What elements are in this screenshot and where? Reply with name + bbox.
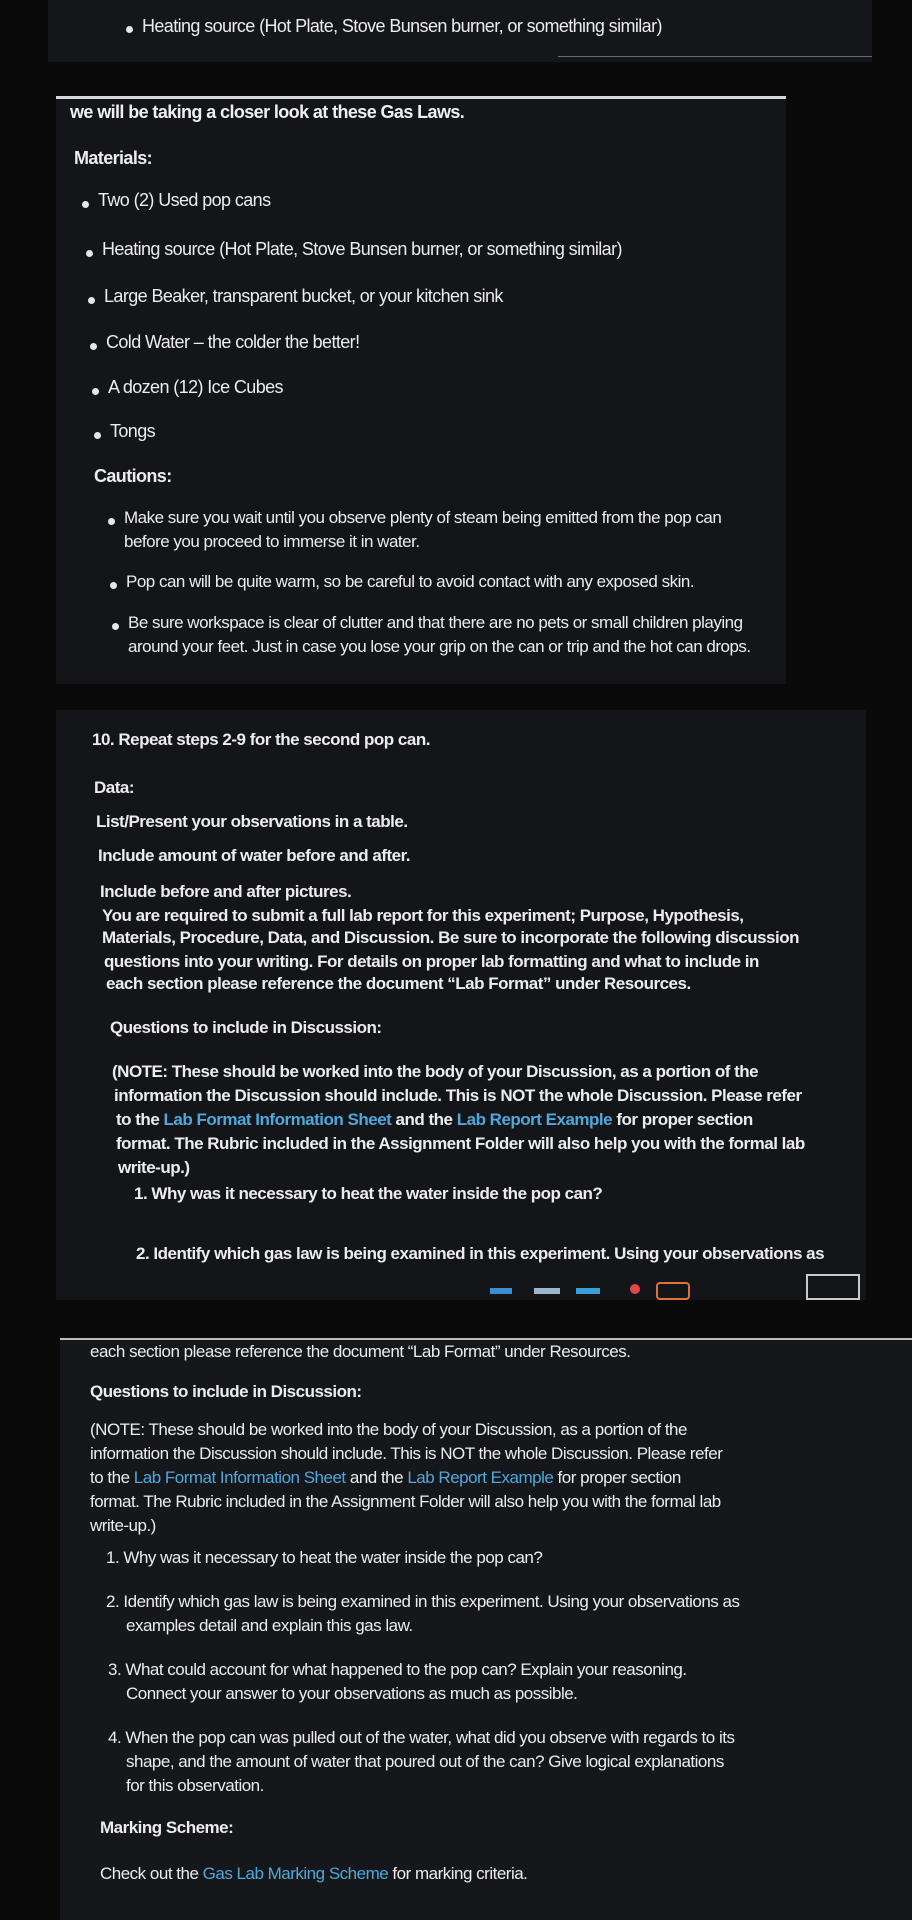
- material-item: Large Beaker, transparent bucket, or your kitchen sink: [104, 286, 503, 306]
- bullet-icon: [94, 432, 101, 439]
- note-text: to the: [116, 1110, 160, 1129]
- report-line: questions into your writing. For details on proper lab formatting and what to include in: [104, 952, 759, 971]
- divider: [558, 56, 872, 57]
- material-item: Heating source (Hot Plate, Stove Bunsen burner, or something similar): [102, 239, 622, 259]
- lab-format-link[interactable]: Lab Format Information Sheet: [163, 1110, 392, 1129]
- questions-heading: Questions to include in Discussion:: [90, 1382, 362, 1401]
- question-2: examples detail and explain this gas law.: [126, 1616, 413, 1635]
- step-10: 10. Repeat steps 2-9 for the second pop can.: [92, 730, 430, 749]
- question-4: for this observation.: [126, 1776, 264, 1795]
- note-text: and the: [395, 1110, 453, 1129]
- bullet-icon: [92, 388, 99, 395]
- caution-item: Pop can will be quite warm, so be careful to avoid contact with any exposed skin.: [126, 572, 695, 591]
- question-2: 2. Identify which gas law is being examined in this experiment. Using your observations as: [136, 1244, 825, 1263]
- report-line: You are required to submit a full lab report for this experiment; Purpose, Hypothesis,: [102, 906, 744, 925]
- data-line: Include amount of water before and after.: [98, 846, 410, 865]
- bullet-icon: [112, 623, 119, 630]
- bullet-icon: [108, 518, 115, 525]
- note-line: information the Discussion should include. This is NOT the whole Discussion. Please refer: [114, 1086, 802, 1105]
- caution-item: Make sure you wait until you observe plenty of steam being emitted from the pop can: [124, 508, 722, 527]
- question-1: 1. Why was it necessary to heat the water inside the pop can?: [134, 1184, 603, 1203]
- bullet-icon: [86, 250, 93, 257]
- heating-source-item: Heating source (Hot Plate, Stove Bunsen burner, or something similar): [142, 16, 662, 36]
- question-4: 4. When the pop can was pulled out of the water, what did you observe with regards to its: [108, 1728, 735, 1747]
- taskbar-fragment: [490, 1280, 860, 1300]
- materials-heading: Materials:: [74, 148, 153, 168]
- caution-item: before you proceed to immerse it in water.: [124, 532, 420, 551]
- bullet-icon: [126, 26, 133, 33]
- material-item: A dozen (12) Ice Cubes: [108, 377, 283, 397]
- question-1: 1. Why was it necessary to heat the water inside the pop can?: [106, 1548, 543, 1567]
- gas-lab-marking-scheme-link[interactable]: Gas Lab Marking Scheme: [202, 1864, 389, 1883]
- question-3: Connect your answer to your observations as much as possible.: [126, 1684, 578, 1703]
- note-text: to the: [90, 1468, 130, 1487]
- data-line: Include before and after pictures.: [100, 882, 352, 901]
- question-4: shape, and the amount of water that poured out of the can? Give logical explanations: [126, 1752, 724, 1771]
- taskbar-app-icon[interactable]: [656, 1282, 690, 1300]
- marking-line: [100, 1864, 527, 1884]
- questions-heading: Questions to include in Discussion:: [110, 1018, 382, 1037]
- data-panel: [56, 710, 866, 1300]
- materials-panel: [56, 96, 786, 684]
- bullet-icon: [90, 343, 97, 350]
- note-line: [90, 1468, 681, 1488]
- taskbar-item[interactable]: [490, 1288, 512, 1294]
- taskbar-item[interactable]: [534, 1288, 560, 1294]
- each-section-text: each section please reference the document “Lab Format” under Resources.: [90, 1342, 631, 1361]
- caution-item: around your feet. Just in case you lose your grip on the can or trip and the hot can drops.: [128, 637, 751, 656]
- note-text: and the: [349, 1468, 404, 1487]
- question-2: 2. Identify which gas law is being examined in this experiment. Using your observations as: [106, 1592, 740, 1611]
- marking-text: Check out the: [100, 1864, 199, 1883]
- note-line: format. The Rubric included in the Assignment Folder will also help you with the formal lab: [90, 1492, 721, 1511]
- divider: [60, 1338, 912, 1340]
- data-line: List/Present your observations in a table.: [96, 812, 408, 831]
- note-line: write-up.): [118, 1158, 190, 1177]
- chevron-up-icon[interactable]: [806, 1274, 860, 1300]
- material-item: Two (2) Used pop cans: [98, 190, 271, 210]
- marking-heading: Marking Scheme:: [100, 1818, 234, 1837]
- note-text: for proper section: [616, 1110, 753, 1129]
- caution-item: Be sure workspace is clear of clutter and that there are no pets or small children playing: [128, 613, 743, 632]
- note-line: [116, 1110, 753, 1130]
- lab-format-link[interactable]: Lab Format Information Sheet: [133, 1468, 346, 1487]
- data-heading: Data:: [94, 778, 135, 797]
- note-text: for proper section: [557, 1468, 681, 1487]
- note-line: (NOTE: These should be worked into the body of your Discussion, as a portion of the: [90, 1420, 687, 1439]
- intro-text: we will be taking a closer look at these Gas Laws.: [70, 102, 465, 122]
- divider: [56, 96, 786, 99]
- material-item: Cold Water – the colder the better!: [106, 332, 360, 352]
- top-fragment-panel: [48, 0, 872, 62]
- report-line: each section please reference the document “Lab Format” under Resources.: [106, 974, 691, 993]
- bullet-icon: [82, 201, 89, 208]
- marking-text: for marking criteria.: [392, 1864, 528, 1883]
- lab-report-example-link[interactable]: Lab Report Example: [407, 1468, 554, 1487]
- bullet-icon: [88, 297, 95, 304]
- discussion-panel: [60, 1338, 912, 1920]
- note-line: information the Discussion should include. This is NOT the whole Discussion. Please refer: [90, 1444, 723, 1463]
- notification-badge: [630, 1284, 640, 1294]
- material-item: Tongs: [110, 421, 156, 441]
- lab-report-example-link[interactable]: Lab Report Example: [456, 1110, 613, 1129]
- note-line: write-up.): [90, 1516, 156, 1535]
- cautions-heading: Cautions:: [94, 466, 172, 486]
- report-line: Materials, Procedure, Data, and Discussion. Be sure to incorporate the following discussion: [102, 928, 799, 947]
- note-line: (NOTE: These should be worked into the body of your Discussion, as a portion of the: [112, 1062, 759, 1081]
- question-3: 3. What could account for what happened to the pop can? Explain your reasoning.: [108, 1660, 687, 1679]
- note-line: format. The Rubric included in the Assignment Folder will also help you with the formal lab: [116, 1134, 805, 1153]
- taskbar-item[interactable]: [576, 1288, 600, 1294]
- bullet-icon: [110, 582, 117, 589]
